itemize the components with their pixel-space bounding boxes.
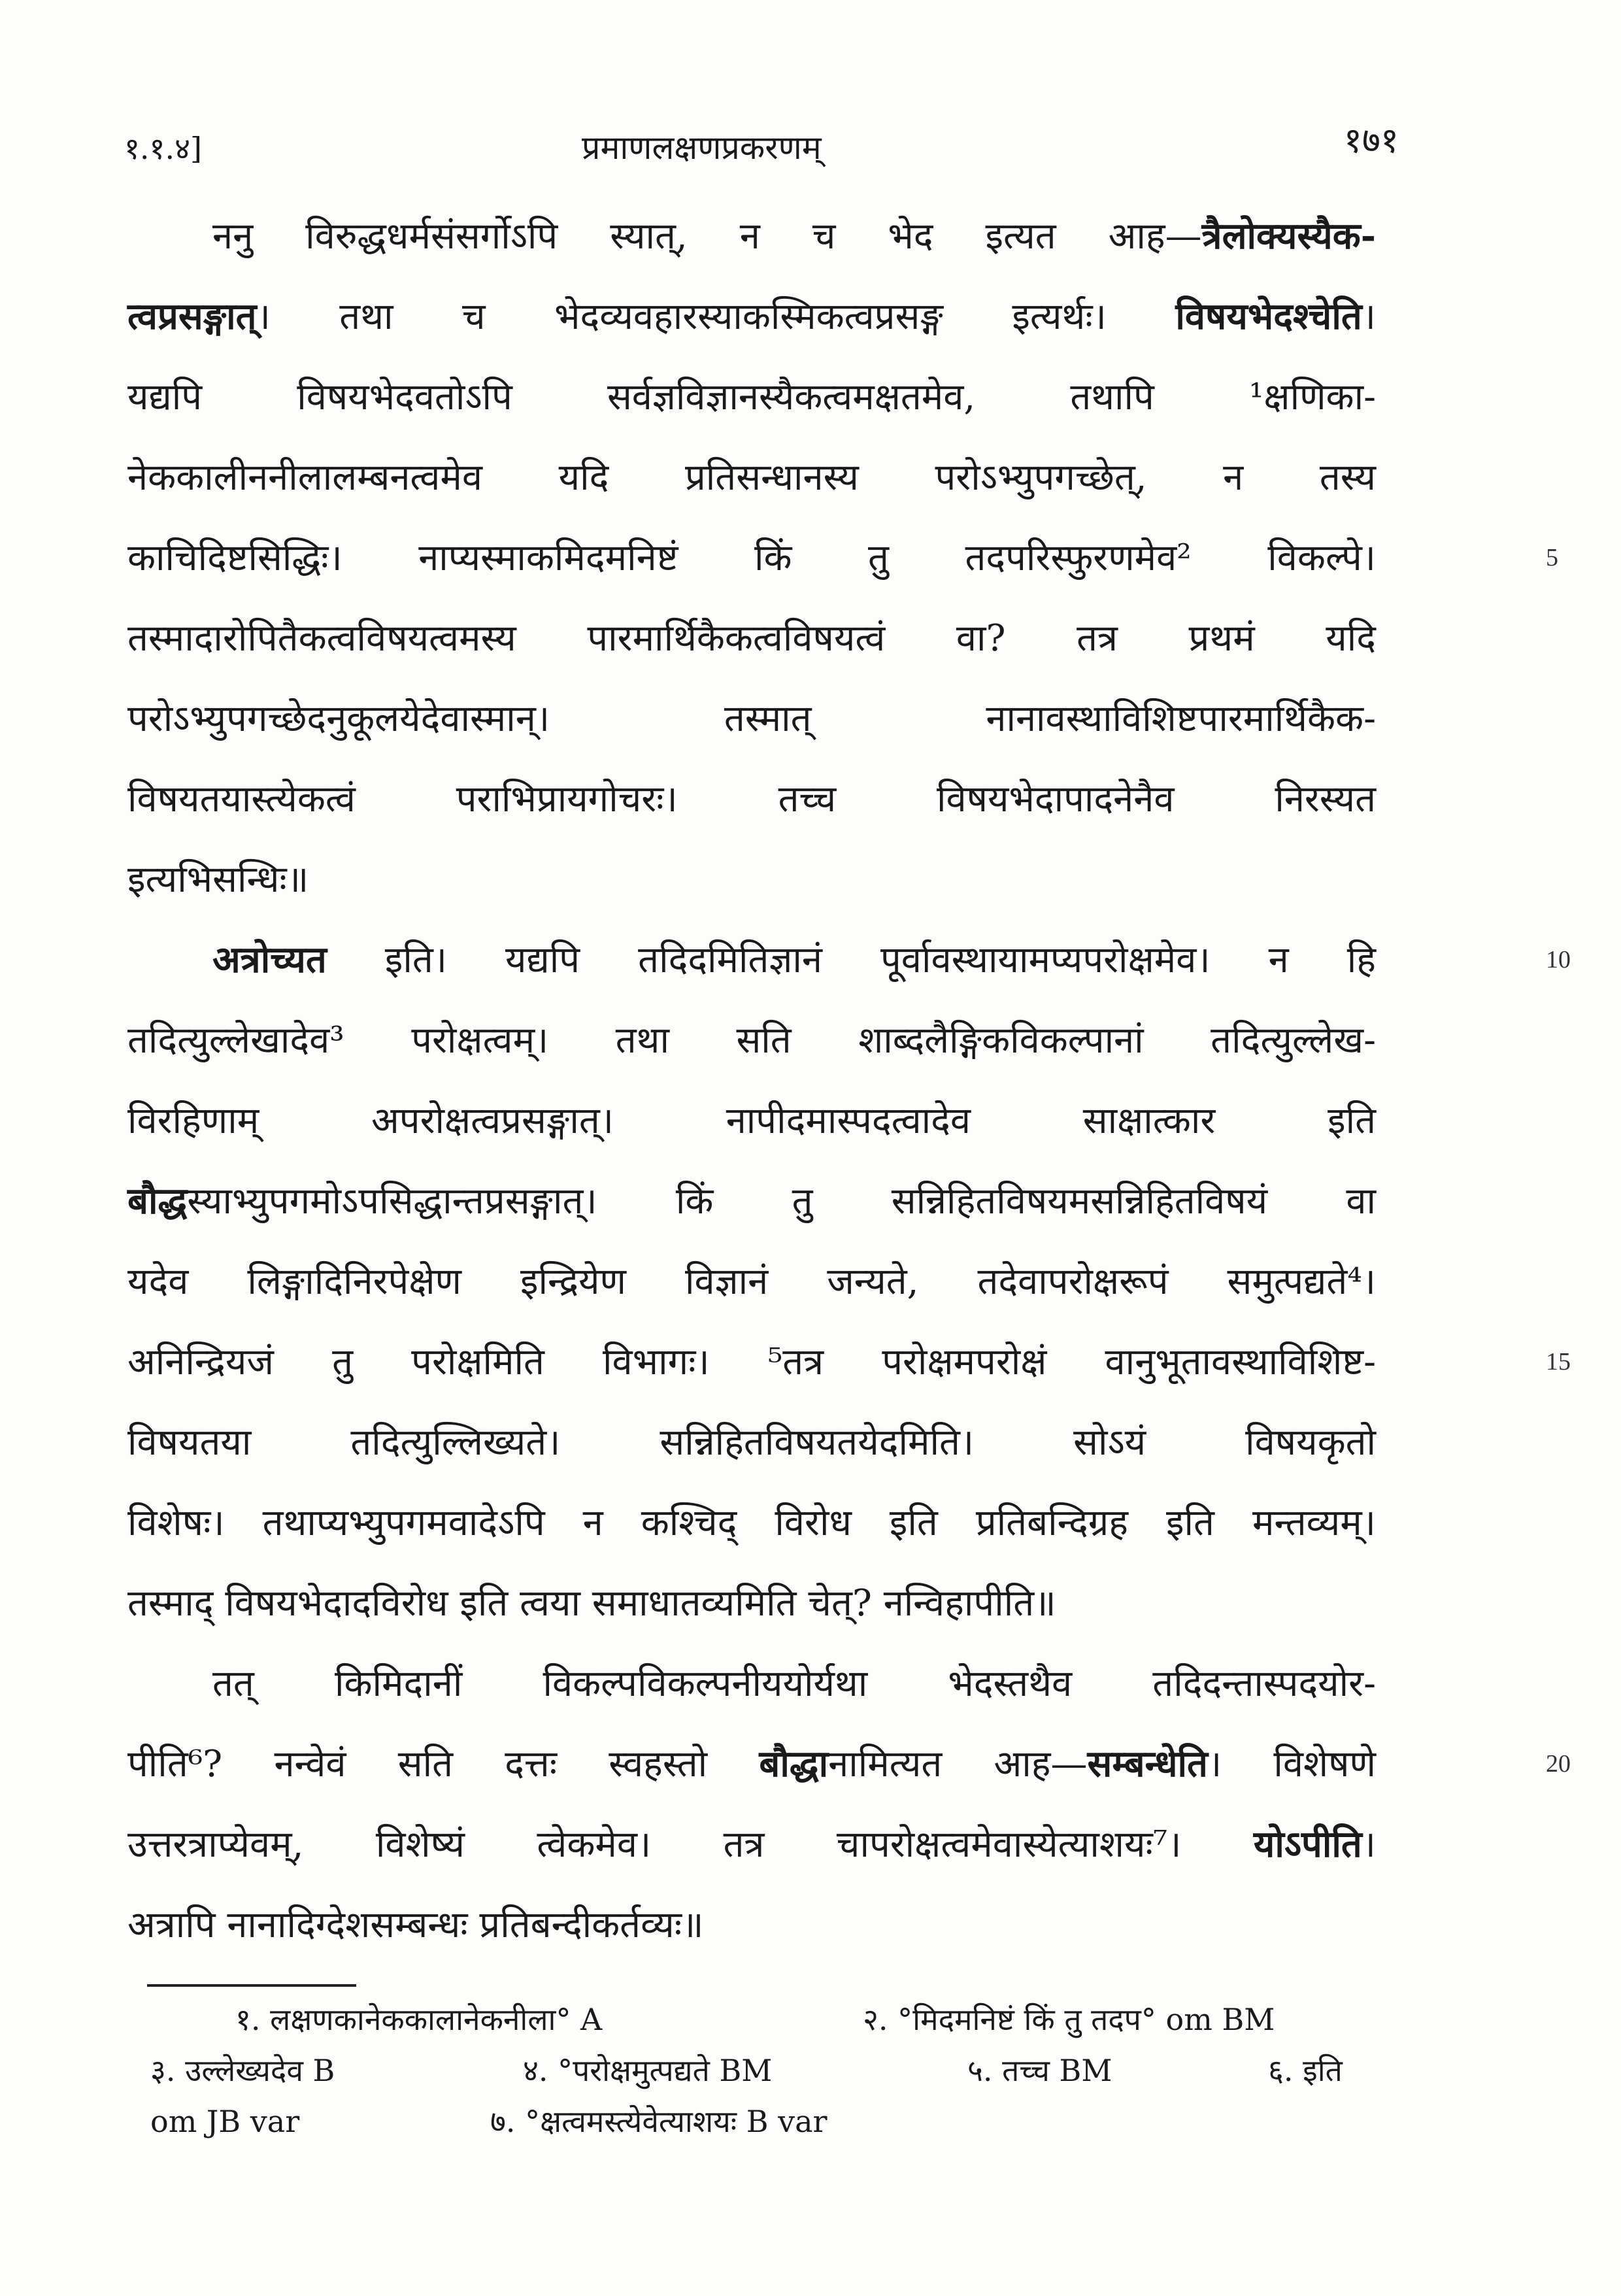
text-line: पीति⁶? नन्वेवं सति दत्तः स्वहस्तो बौद्धानामित्यत आह—सम्बन्धेति। विशेषणे 20 — [127, 1724, 1376, 1804]
paragraph — [127, 1644, 1571, 1965]
text-line: अत्रोच्यत इति। यद्यपि तदिदमितिज्ञानं पूर्वावस्थायामप्यपरोक्षमेव। न हि 10 — [127, 920, 1376, 1000]
text-line: अत्रापि नानादिग्देशसम्बन्धः प्रतिबन्दीकर्तव्यः॥ — [127, 1904, 704, 1946]
main-text — [127, 196, 1571, 1965]
footnote: ६. इति — [1268, 2053, 1343, 2088]
text-line: नेककालीननीलालम्बनत्वमेव यदि प्रतिसन्धानस्य परोऽभ्युपगच्छेत्, न तस्य — [127, 456, 1376, 499]
footnote: om JB var — [150, 2104, 300, 2139]
chapter-title: प्रमाणलक्षणप्रकरणम् — [582, 129, 822, 167]
footnote: २. °मिदमनिष्टं किं तु तदप° om BM — [863, 2002, 1275, 2037]
text-line: उत्तरत्राप्येवम्, विशेष्यं त्वेकमेव। तत्र चापरोक्षत्वमेवास्येत्याशयः⁷। योऽपीति। — [127, 1823, 1376, 1866]
text-line: त्वप्रसङ्गात्। तथा च भेदव्यवहारस्याकस्मिकत्वप्रसङ्ग इत्यर्थः। विषयभेदश्चेति। — [127, 295, 1376, 338]
paragraph — [127, 920, 1571, 1644]
bold-term: बौद्धा — [759, 1742, 829, 1785]
line-number: 20 — [1546, 1750, 1571, 1778]
bold-term: सम्बन्धेति — [1087, 1742, 1208, 1785]
footnote-row — [150, 2096, 1379, 2147]
text-line: तदित्युल्लेखादेव³ परोक्षत्वम्। तथा सति शाब्दलैङ्गिकविकल्पानां तदित्युल्लेख- — [127, 1019, 1376, 1062]
running-header — [124, 114, 1399, 173]
text-line: तत् किमिदानीं विकल्पविकल्पनीययोर्यथा भेदस्तथैव तदिदन्तास्पदयोर- — [212, 1663, 1376, 1705]
section-reference: १.१.४] — [124, 131, 202, 166]
bold-term: अत्रोच्यत — [212, 938, 327, 981]
footnote-row — [150, 2045, 1379, 2096]
text-line: तस्मादारोपितैकत्वविषयत्वमस्य पारमार्थिकैकत्वविषयत्वं वा? तत्र प्रथमं यदि — [127, 617, 1376, 660]
footnote: १. लक्षणकानेककालानेकनीला° A — [235, 2002, 603, 2037]
text-line: इत्यभिसन्धिः॥ — [127, 858, 309, 901]
bold-term: विषयभेदश्चेति — [1175, 295, 1362, 338]
text-line: विरहिणाम् अपरोक्षत्वप्रसङ्गात्। नापीदमास्पदत्वादेव साक्षात्कार इति — [127, 1100, 1376, 1142]
text-line: यदेव लिङ्गादिनिरपेक्षेण इन्द्रियेण विज्ञानं जन्यते, तदेवापरोक्षरूपं समुत्पद्यते⁴। — [127, 1260, 1376, 1303]
bold-term: बौद्ध — [127, 1179, 188, 1223]
bold-term: त्रैलोक्यस्यैक- — [1201, 214, 1376, 258]
footnote: ३. उल्लेख्यदेव B — [150, 2053, 335, 2088]
text-line: ननु विरुद्धधर्मसंसर्गोऽपि स्यात्, न च भेद इत्यत आह—त्रैलोक्यस्यैक- — [212, 214, 1376, 258]
footnote: ४. °परोक्षमुत्पद्यते BM — [523, 2053, 773, 2088]
footnote-divider — [147, 1984, 356, 1987]
line-number: 15 — [1546, 1348, 1571, 1376]
line-number: 5 — [1546, 544, 1558, 571]
footnote: ७. °क्षत्वमस्त्येवेत्याशयः B var — [490, 2104, 827, 2139]
text-line: विशेषः। तथाप्यभ्युपगमवादेऽपि न कश्चिद् विरोध इति प्रतिबन्दिग्रह इति मन्तव्यम्। — [127, 1502, 1376, 1544]
line-number: 10 — [1546, 946, 1571, 973]
text-line: बौद्धस्याभ्युपगमोऽपसिद्धान्तप्रसङ्गात्। किं तु सन्निहितविषयमसन्निहितविषयं वा — [127, 1179, 1376, 1223]
bold-term: त्वप्रसङ्गात् — [127, 295, 257, 338]
footnote: ५. तच्च BM — [967, 2053, 1112, 2088]
text-line: काचिदिष्टसिद्धिः। नाप्यस्माकमिदमनिष्टं किं तु तदपरिस्फुरणमेव² विकल्पे। 5 — [127, 518, 1376, 598]
text-line: अनिन्द्रियजं तु परोक्षमिति विभागः। ⁵तत्र परोक्षमपरोक्षं वानुभूतावस्थाविशिष्ट- 15 — [127, 1322, 1376, 1402]
text-line: परोऽभ्युपगच्छेदनुकूलयेदेवास्मान्। तस्मात् नानावस्थाविशिष्टपारमार्थिकैक- — [127, 698, 1376, 740]
footnote-row — [150, 1994, 1379, 2045]
text-line: विषयतयास्त्येकत्वं पराभिप्रायगोचरः। तच्च विषयभेदापादनेनैव निरस्यत — [127, 778, 1376, 820]
text-line: विषयतया तदित्युल्लिख्यते। सन्निहितविषयतयेदमिति। सोऽयं विषयकृतो — [127, 1421, 1376, 1464]
page-number: १७१ — [1343, 120, 1399, 161]
paragraph — [127, 196, 1558, 920]
text-line: तस्माद् विषयभेदादविरोध इति त्वया समाधातव्यमिति चेत्? नन्विहापीति॥ — [127, 1582, 1056, 1625]
text-line: यद्यपि विषयभेदवतोऽपि सर्वज्ञविज्ञानस्यैकत्वमक्षतमेव, तथापि ¹क्षणिका- — [127, 376, 1376, 418]
footnotes — [150, 1994, 1379, 2147]
bold-term: योऽपीति — [1253, 1823, 1362, 1866]
